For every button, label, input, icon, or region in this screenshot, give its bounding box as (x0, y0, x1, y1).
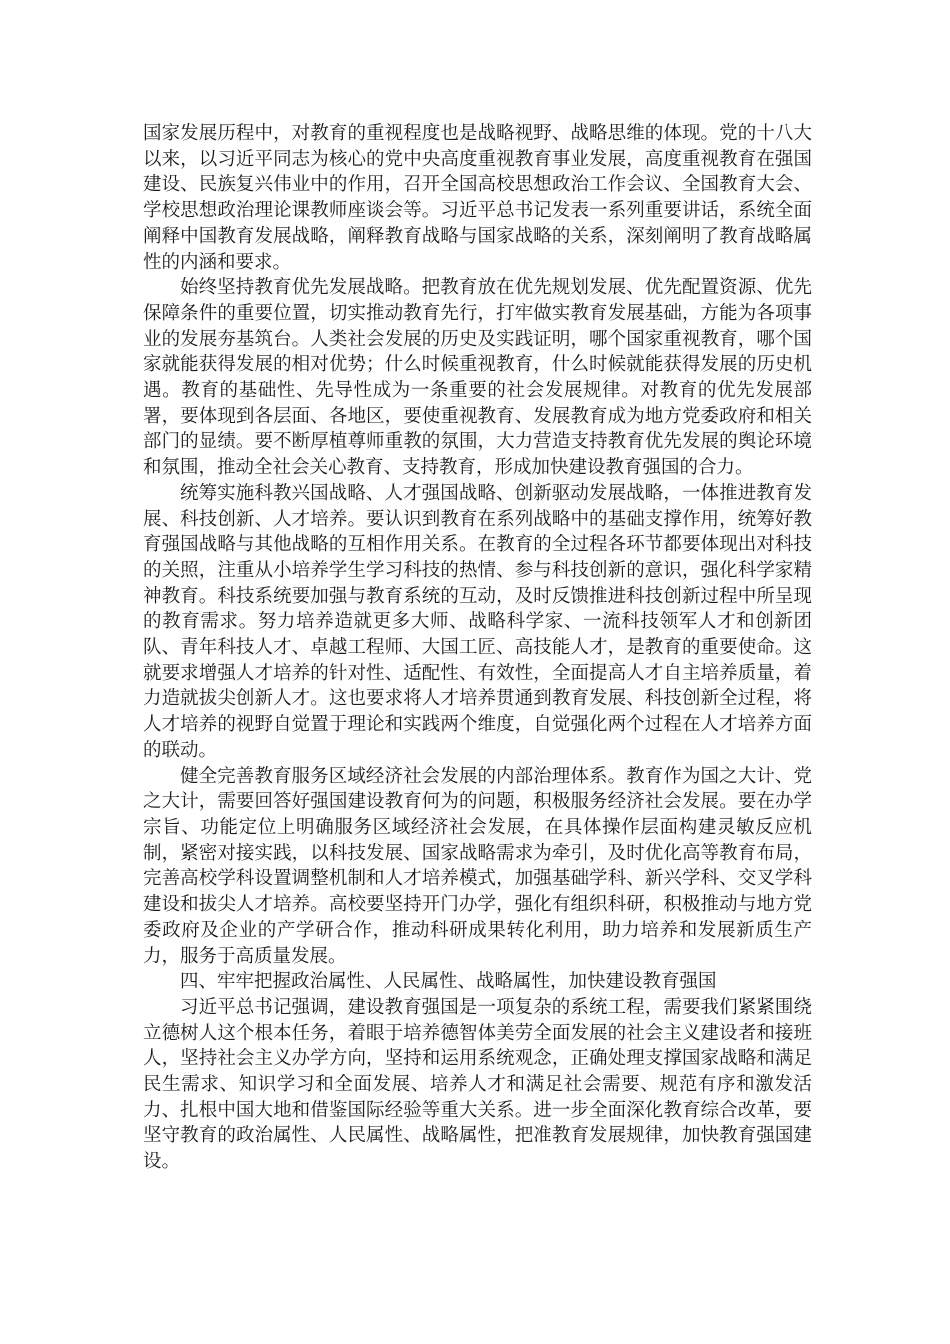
paragraph-system-engineering: 习近平总书记强调，建设教育强国是一项复杂的系统工程，需要我们紧紧围绕立德树人这个根本任务，着眼于培养德智体美劳全面发展的社会主义建设者和接班人，坚持社会主义办学方向，坚持和运用系统观念，正确处理支撑国家战略和满足民生需求、知识学习和全面发展、培养人才和满足社会需要、规范有序和激发活力、扎根中国大地和借鉴国际经验等重大关系。进一步全面深化教育综合改革，要坚守教育的政治属性、人民属性、战略属性，把准教育发展规律，加快教育强国建设。 (143, 996, 812, 1173)
paragraph-continued: 国家发展历程中，对教育的重视程度也是战略视野、战略思维的体现。党的十八大以来，以习近平同志为核心的党中央高度重视教育事业发展，高度重视教育在强国建设、民族复兴伟业中的作用，召开全国高校思想政治工作会议、全国教育大会、学校思想政治理论课教师座谈会等。习近平总书记发表一系列重要讲话，系统全面阐释中国教育发展战略，阐释教育战略与国家战略的关系，深刻阐明了教育战略属性的内涵和要求。 (143, 123, 812, 273)
paragraph-regional-governance: 健全完善教育服务区域经济社会发展的内部治理体系。教育作为国之大计、党之大计，需要回答好强国建设教育何为的问题，积极服务经济社会发展。要在办学宗旨、功能定位上明确服务区域经济社会发展，在具体操作层面构建灵敏反应机制，紧密对接实践，以科技发展、国家战略需求为牵引，及时优化高等教育布局，完善高校学科设置调整机制和人才培养模式，加强基础学科、新兴学科、交叉学科建设和拔尖人才培养。高校要坚持开门办学，强化有组织科研，积极推动与地方党委政府及企业的产学研合作，推动科研成果转化利用，助力培养和发展新质生产力，服务于高质量发展。 (143, 765, 812, 967)
paragraph-science-talent-strategy: 统筹实施科教兴国战略、人才强国战略、创新驱动发展战略，一体推进教育发展、科技创新、人才培养。要认识到教育在系列战略中的基础支撑作用，统筹好教育强国战略与其他战略的互相作用关系。在教育的全过程各环节都要体现出对科技的关照，注重从小培养学生学习科技的热情、参与科技创新的意识，强化科学家精神教育。科技系统要加强与教育系统的互动，及时反馈推进科技创新过程中所呈现的教育需求。努力培养造就更多大师、战略科学家、一流科技领军人才和创新团队、青年科技人才、卓越工程师、大国工匠、高技能人才，是教育的重要使命。这就要求增强人才培养的针对性、适配性、有效性，全面提高人才自主培养质量，着力造就拔尖创新人才。这也要求将人才培养贯通到教育发展、科技创新全过程，将人才培养的视野自觉置于理论和实践两个维度，自觉强化两个过程在人才培养方面的联动。 (143, 482, 812, 761)
article-body (143, 121, 812, 1175)
paragraph-education-priority: 始终坚持教育优先发展战略。把教育放在优先规划发展、优先配置资源、优先保障条件的重要位置，切实推动教育先行，打牢做实教育发展基础，方能为各项事业的发展夯基筑台。人类社会发展的历史及实践证明，哪个国家重视教育，哪个国家就能获得发展的相对优势；什么时候重视教育，什么时候就能获得发展的历史机遇。教育的基础性、先导性成为一条重要的社会发展规律。对教育的优先发展部署，要体现到各层面、各地区，要使重视教育、发展教育成为地方党委政府和相关部门的显绩。要不断厚植尊师重教的氛围，大力营造支持教育优先发展的舆论环境和氛围，推动全社会关心教育、支持教育，形成加快建设教育强国的合力。 (143, 277, 812, 479)
section-heading-four: 四、牢牢把握政治属性、人民属性、战略属性，加快建设教育强国 (180, 971, 717, 993)
